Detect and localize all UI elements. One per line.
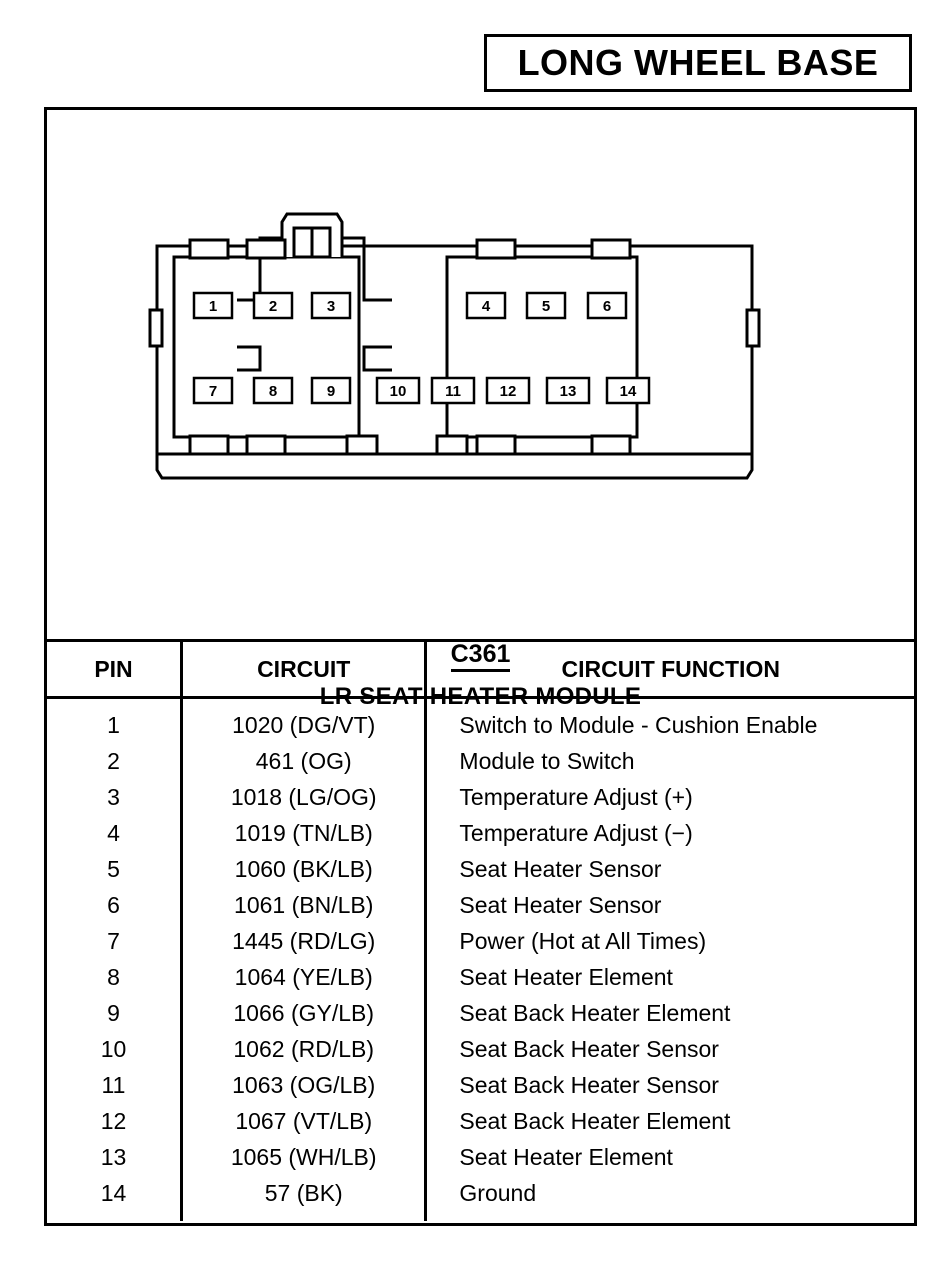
table-row xyxy=(47,1175,914,1221)
cavity-label-12: 12 xyxy=(499,382,517,400)
cavity-label-7: 7 xyxy=(208,382,218,400)
table-row xyxy=(47,815,914,851)
connector-code-text: C361 xyxy=(451,640,511,672)
cell-function: Module to Switch xyxy=(459,747,635,774)
cell-function: Seat Back Heater Element xyxy=(459,999,731,1026)
cell-circuit: 1445 (RD/LG) xyxy=(182,923,426,959)
cell-circuit: 57 (BK) xyxy=(182,1175,426,1221)
cell-pin: 11 xyxy=(47,1067,182,1103)
connector-name: LR SEAT HEATER MODULE xyxy=(319,683,642,710)
cell-circuit: 1064 (YE/LB) xyxy=(182,959,426,995)
cell-pin: 1 xyxy=(47,698,182,744)
cell-function: Seat Back Heater Sensor xyxy=(459,1035,719,1062)
cell-pin: 9 xyxy=(47,995,182,1031)
cell-function: Temperature Adjust (−) xyxy=(459,819,693,846)
cell-function: Seat Heater Sensor xyxy=(459,891,662,918)
cell-pin: 5 xyxy=(47,851,182,887)
table-row xyxy=(47,1067,914,1103)
cavity-label-1: 1 xyxy=(208,297,218,315)
cell-circuit: 1060 (BK/LB) xyxy=(182,851,426,887)
cell-circuit: 1018 (LG/OG) xyxy=(182,779,426,815)
cell-function: Seat Heater Element xyxy=(459,1143,673,1170)
cavity-label-3: 3 xyxy=(326,297,336,315)
table-header-row xyxy=(47,641,914,698)
table-row xyxy=(47,743,914,779)
table-row xyxy=(47,1031,914,1067)
table-row xyxy=(47,887,914,923)
page-title: LONG WHEEL BASE xyxy=(517,42,879,83)
cell-pin: 4 xyxy=(47,815,182,851)
connector-drawing xyxy=(47,110,914,639)
cell-pin: 2 xyxy=(47,743,182,779)
table-row xyxy=(47,923,914,959)
cell-circuit: 1066 (GY/LB) xyxy=(182,995,426,1031)
table-row xyxy=(47,995,914,1031)
diagram-sheet xyxy=(44,107,917,1226)
cavity-label-6: 6 xyxy=(602,297,612,315)
cell-pin: 10 xyxy=(47,1031,182,1067)
cell-pin: 14 xyxy=(47,1175,182,1221)
cavity-label-14: 14 xyxy=(619,382,637,400)
cell-circuit: 1063 (OG/LB) xyxy=(182,1067,426,1103)
cavity-label-11: 11 xyxy=(445,382,461,400)
cell-circuit: 461 (OG) xyxy=(182,743,426,779)
cell-circuit: 1067 (VT/LB) xyxy=(182,1103,426,1139)
table-row xyxy=(47,959,914,995)
cavity-label-13: 13 xyxy=(559,382,577,400)
table-body xyxy=(47,698,914,1222)
cavity-label-2: 2 xyxy=(268,297,278,315)
cell-function: Switch to Module - Cushion Enable xyxy=(459,711,818,738)
table-row xyxy=(47,1103,914,1139)
column-header-pin: PIN xyxy=(47,641,182,698)
cell-circuit: 1065 (WH/LB) xyxy=(182,1139,426,1175)
cavity-label-9: 9 xyxy=(326,382,336,400)
cell-function: Seat Back Heater Element xyxy=(459,1107,731,1134)
cell-circuit: 1061 (BN/LB) xyxy=(182,887,426,923)
cell-function: Temperature Adjust (+) xyxy=(459,783,693,810)
cell-pin: 12 xyxy=(47,1103,182,1139)
cell-pin: 7 xyxy=(47,923,182,959)
cell-pin: 8 xyxy=(47,959,182,995)
pin-table-wrapper xyxy=(47,639,914,1223)
cavity-label-4: 4 xyxy=(481,297,491,315)
table-row xyxy=(47,1139,914,1175)
table-row xyxy=(47,779,914,815)
cell-function: Seat Heater Element xyxy=(459,963,673,990)
table-row xyxy=(47,851,914,887)
cell-function: Ground xyxy=(459,1179,537,1206)
cell-pin: 13 xyxy=(47,1139,182,1175)
table-row xyxy=(47,698,914,744)
cell-function: Power (Hot at All Times) xyxy=(459,927,707,954)
cell-pin: 3 xyxy=(47,779,182,815)
cell-circuit: 1019 (TN/LB) xyxy=(182,815,426,851)
page-title-banner xyxy=(484,34,912,92)
cell-function: Seat Heater Sensor xyxy=(459,855,662,882)
cell-function: Seat Back Heater Sensor xyxy=(459,1071,719,1098)
pin-table xyxy=(47,639,914,1221)
cavity-label-10: 10 xyxy=(389,382,407,400)
column-header-circuit: CIRCUIT xyxy=(182,641,426,698)
cell-pin: 6 xyxy=(47,887,182,923)
cell-circuit: 1062 (RD/LB) xyxy=(182,1031,426,1067)
column-header-function: CIRCUIT FUNCTION xyxy=(426,641,914,698)
cavity-label-8: 8 xyxy=(268,382,278,400)
cavity-label-5: 5 xyxy=(541,297,551,315)
cell-circuit: 1020 (DG/VT) xyxy=(182,698,426,744)
